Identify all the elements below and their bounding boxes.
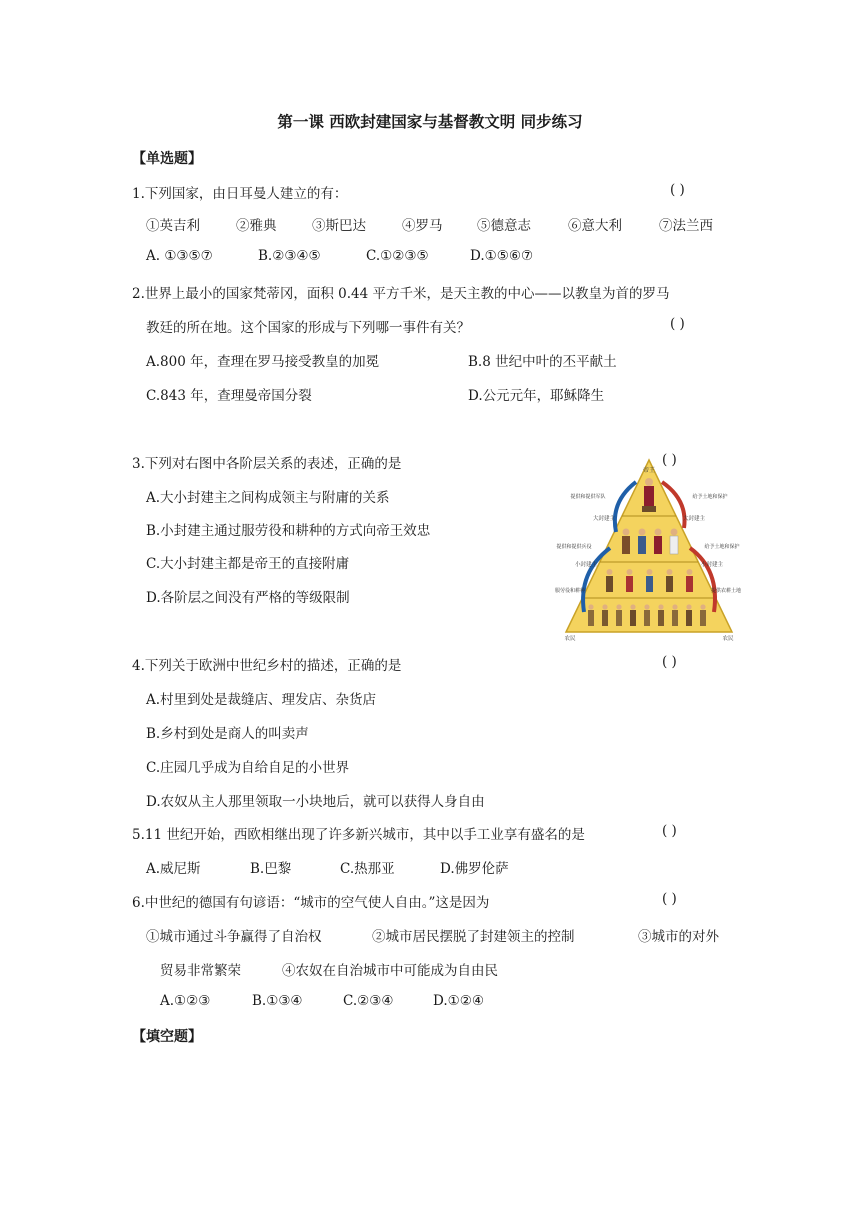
q4-option-c: C.庄园几乎成为自给自足的小世界 [146, 760, 350, 776]
q3-option-c: C.大小封建主都是帝王的直接附庸 [146, 556, 350, 572]
left-relation-label: 提供和提供兵役 [556, 544, 592, 550]
feudal-pyramid-figure [554, 452, 742, 644]
q5-stem: 5.11 世纪开始，西欧相继出现了许多新兴城市，其中以手工业享有盛名的是 [132, 827, 585, 843]
q2-option-b: B.8 世纪中叶的丕平献土 [468, 354, 617, 370]
q3-option-b: B.小封建主通过服劳役和耕种的方式向帝王效忠 [146, 523, 431, 539]
q1-option-a: A. ①③⑤⑦ [146, 248, 213, 264]
q2-answer-paren: ( ) [670, 316, 685, 332]
q1-option-d: D.①⑤⑥⑦ [470, 248, 534, 264]
q6-item: ①城市通过斗争赢得了自治权 [146, 929, 322, 945]
q1-item: ⑤德意志 [477, 218, 531, 234]
q6-option-d: D.①②④ [433, 993, 484, 1009]
q5-option-a: A.威尼斯 [146, 861, 201, 877]
q1-stem: 1.下列国家，由日耳曼人建立的有： [132, 186, 348, 202]
right-relation-label: 给予土地和保护 [692, 494, 728, 500]
q1-option-b: B.②③④⑤ [258, 248, 321, 264]
q6-option-c: C.②③④ [343, 993, 394, 1009]
right-relation-label: 提供农耕土地 [710, 588, 742, 594]
q1-answer-paren: ( ) [670, 182, 685, 198]
q3-option-d: D.各阶层之间没有严格的等级限制 [146, 590, 350, 606]
q2-stem-line1: 2.世界上最小的国家梵蒂冈，面积 0.44 平方千米，是天主教的中心——以教皇为首的罗马 [132, 286, 670, 302]
q1-option-c: C.①②③⑤ [366, 248, 429, 264]
q1-item: ②雅典 [236, 218, 277, 234]
q6-option-b: B.①③④ [252, 993, 303, 1009]
q5-option-d: D.佛罗伦萨 [440, 861, 509, 877]
q2-stem-line2: 教廷的所在地。这个国家的形成与下列哪一事件有关？ [146, 320, 470, 336]
q6-stem: 6.中世纪的德国有句谚语：“城市的空气使人自由。”这是因为 [132, 895, 490, 911]
q2-option-d: D.公元元年，耶稣降生 [468, 388, 605, 404]
q1-item: ⑦法兰西 [659, 218, 713, 234]
q4-option-d: D.农奴从主人那里领取一小块地后，就可以获得人身自由 [146, 794, 485, 810]
level-label: 大封建主 [592, 516, 616, 522]
left-relation-label: 服劳役和耕种 [554, 588, 586, 594]
q4-option-b: B.乡村到处是商人的叫卖声 [146, 726, 309, 742]
q6-item: ③城市的对外 [638, 929, 719, 945]
q5-answer-paren: ( ) [662, 823, 677, 839]
level-label: 帝王 [642, 467, 656, 474]
level-label: 农民 [722, 636, 734, 642]
peasant-figures [588, 604, 706, 626]
level-label: 农民 [564, 636, 576, 642]
q3-answer-paren: ( ) [662, 452, 677, 468]
q2-option-c: C.843 年，查理曼帝国分裂 [146, 388, 312, 404]
q4-option-a: A.村里到处是裁缝店、理发店、杂货店 [146, 692, 377, 708]
section-fill-in: 【填空题】 [132, 1029, 202, 1045]
q3-stem: 3.下列对右图中各阶层关系的表述，正确的是 [132, 456, 402, 472]
q1-item: ④罗马 [402, 218, 443, 234]
q5-option-c: C.热那亚 [340, 861, 395, 877]
q6-item: ②城市居民摆脱了封建领主的控制 [372, 929, 575, 945]
left-relation-label: 提供和提供军队 [570, 494, 606, 500]
page-title: 第一课 西欧封建国家与基督教文明 同步练习 [277, 113, 583, 131]
q4-answer-paren: ( ) [662, 654, 677, 670]
q5-option-b: B.巴黎 [250, 861, 292, 877]
q1-item: ⑥意大利 [568, 218, 622, 234]
q6-item: ④农奴在自治城市中可能成为自由民 [282, 963, 498, 979]
level-label: 大封建主 [682, 516, 706, 522]
q1-item: ③斯巴达 [312, 218, 366, 234]
level-label: 小封建主 [700, 562, 724, 568]
section-single-choice: 【单选题】 [132, 151, 202, 167]
q6-answer-paren: ( ) [662, 891, 677, 907]
level-label: 小封建主 [574, 562, 598, 568]
right-relation-label: 给予土地和保护 [704, 544, 740, 550]
q6-option-a: A.①②③ [160, 993, 211, 1009]
q4-stem: 4.下列关于欧洲中世纪乡村的描述，正确的是 [132, 658, 402, 674]
q3-option-a: A.大小封建主之间构成领主与附庸的关系 [146, 490, 390, 506]
q1-item: ①英吉利 [146, 218, 200, 234]
q2-option-a: A.800 年，查理在罗马接受教皇的加冕 [146, 354, 380, 370]
q6-item: 贸易非常繁荣 [160, 963, 241, 979]
